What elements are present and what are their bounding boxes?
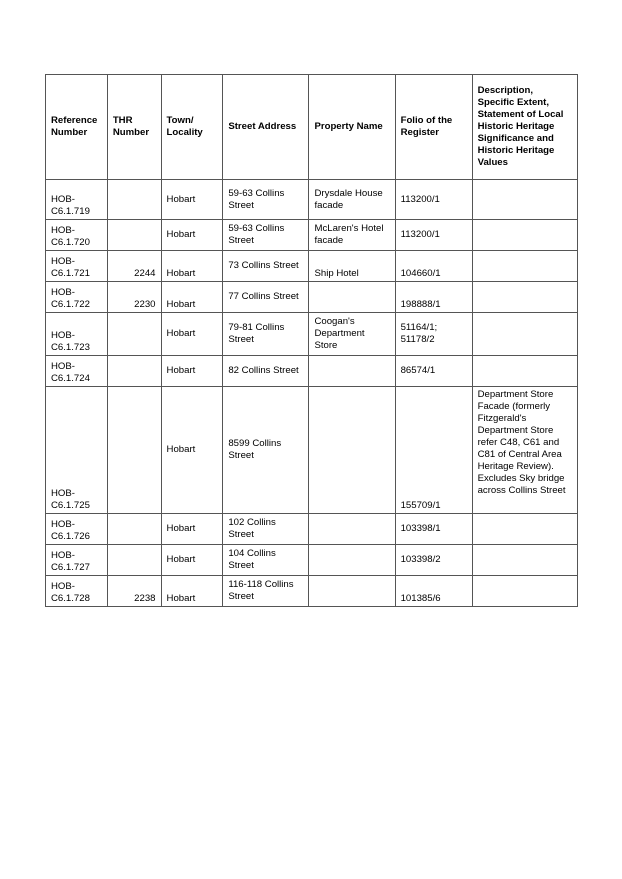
property-cell <box>309 545 395 576</box>
folio-cell: 198888/1 <box>395 282 472 313</box>
thr-cell <box>107 387 161 514</box>
address-cell: 59-63 Collins Street <box>223 180 309 220</box>
description-cell <box>472 251 577 282</box>
reference-cell: HOB-C6.1.722 <box>46 282 108 313</box>
description-cell <box>472 220 577 251</box>
address-cell: 102 Collins Street <box>223 514 309 545</box>
property-cell: Drysdale House facade <box>309 180 395 220</box>
folio-cell: 86574/1 <box>395 356 472 387</box>
property-cell <box>309 576 395 607</box>
address-cell: 77 Collins Street <box>223 282 309 313</box>
thr-cell: 2244 <box>107 251 161 282</box>
description-cell <box>472 313 577 356</box>
reference-cell: HOB-C6.1.723 <box>46 313 108 356</box>
reference-cell: HOB-C6.1.726 <box>46 514 108 545</box>
heritage-register-table <box>45 74 578 607</box>
header-reference-number: Reference Number <box>46 75 108 180</box>
description-cell <box>472 545 577 576</box>
thr-cell <box>107 545 161 576</box>
town-cell: Hobart <box>161 180 223 220</box>
table-row <box>46 220 578 251</box>
table-row <box>46 514 578 545</box>
description-cell <box>472 282 577 313</box>
town-cell: Hobart <box>161 251 223 282</box>
thr-cell: 2238 <box>107 576 161 607</box>
town-cell: Hobart <box>161 220 223 251</box>
table-row <box>46 545 578 576</box>
thr-cell <box>107 356 161 387</box>
property-cell <box>309 282 395 313</box>
header-row <box>46 75 578 180</box>
address-cell: 59-63 Collins Street <box>223 220 309 251</box>
reference-cell: HOB-C6.1.725 <box>46 387 108 514</box>
description-cell <box>472 514 577 545</box>
address-cell: 82 Collins Street <box>223 356 309 387</box>
table-row <box>46 387 578 514</box>
header-description: Description, Specific Extent, Statement of Local Historic Heritage Significance and Historic Heritage Values <box>472 75 577 180</box>
town-cell: Hobart <box>161 387 223 514</box>
town-cell: Hobart <box>161 356 223 387</box>
thr-cell <box>107 313 161 356</box>
folio-cell: 101385/6 <box>395 576 472 607</box>
reference-cell: HOB-C6.1.724 <box>46 356 108 387</box>
header-street-address: Street Address <box>223 75 309 180</box>
folio-cell: 51164/1; 51178/2 <box>395 313 472 356</box>
thr-cell: 2230 <box>107 282 161 313</box>
table-row <box>46 282 578 313</box>
folio-cell: 155709/1 <box>395 387 472 514</box>
reference-cell: HOB-C6.1.719 <box>46 180 108 220</box>
reference-cell: HOB-C6.1.720 <box>46 220 108 251</box>
town-cell: Hobart <box>161 545 223 576</box>
table-body <box>46 180 578 607</box>
folio-cell: 113200/1 <box>395 220 472 251</box>
reference-cell: HOB-C6.1.727 <box>46 545 108 576</box>
table-row <box>46 356 578 387</box>
thr-cell <box>107 180 161 220</box>
property-cell: Ship Hotel <box>309 251 395 282</box>
address-cell: 116-118 Collins Street <box>223 576 309 607</box>
reference-cell: HOB-C6.1.721 <box>46 251 108 282</box>
address-cell: 79-81 Collins Street <box>223 313 309 356</box>
thr-cell <box>107 220 161 251</box>
folio-cell: 113200/1 <box>395 180 472 220</box>
description-cell: Department Store Facade (formerly Fitzgerald's Department Store refer C48, C61 and C81 of Central Area Heritage Review). Excludes Sky bridge across Collins Street <box>472 387 577 514</box>
town-cell: Hobart <box>161 282 223 313</box>
table-row <box>46 313 578 356</box>
table-header <box>46 75 578 180</box>
property-cell <box>309 387 395 514</box>
address-cell: 104 Collins Street <box>223 545 309 576</box>
property-cell <box>309 514 395 545</box>
property-cell: McLaren's Hotel facade <box>309 220 395 251</box>
description-cell <box>472 576 577 607</box>
town-cell: Hobart <box>161 514 223 545</box>
header-property-name: Property Name <box>309 75 395 180</box>
folio-cell: 103398/2 <box>395 545 472 576</box>
header-thr-number: THR Number <box>107 75 161 180</box>
folio-cell: 103398/1 <box>395 514 472 545</box>
table-row <box>46 251 578 282</box>
table-row <box>46 180 578 220</box>
property-cell <box>309 356 395 387</box>
thr-cell <box>107 514 161 545</box>
description-cell <box>472 356 577 387</box>
town-cell: Hobart <box>161 313 223 356</box>
address-cell: 8599 Collins Street <box>223 387 309 514</box>
town-cell: Hobart <box>161 576 223 607</box>
folio-cell: 104660/1 <box>395 251 472 282</box>
description-cell <box>472 180 577 220</box>
header-folio: Folio of the Register <box>395 75 472 180</box>
reference-cell: HOB-C6.1.728 <box>46 576 108 607</box>
address-cell: 73 Collins Street <box>223 251 309 282</box>
property-cell: Coogan's Department Store <box>309 313 395 356</box>
table-row <box>46 576 578 607</box>
header-town-locality: Town/ Locality <box>161 75 223 180</box>
